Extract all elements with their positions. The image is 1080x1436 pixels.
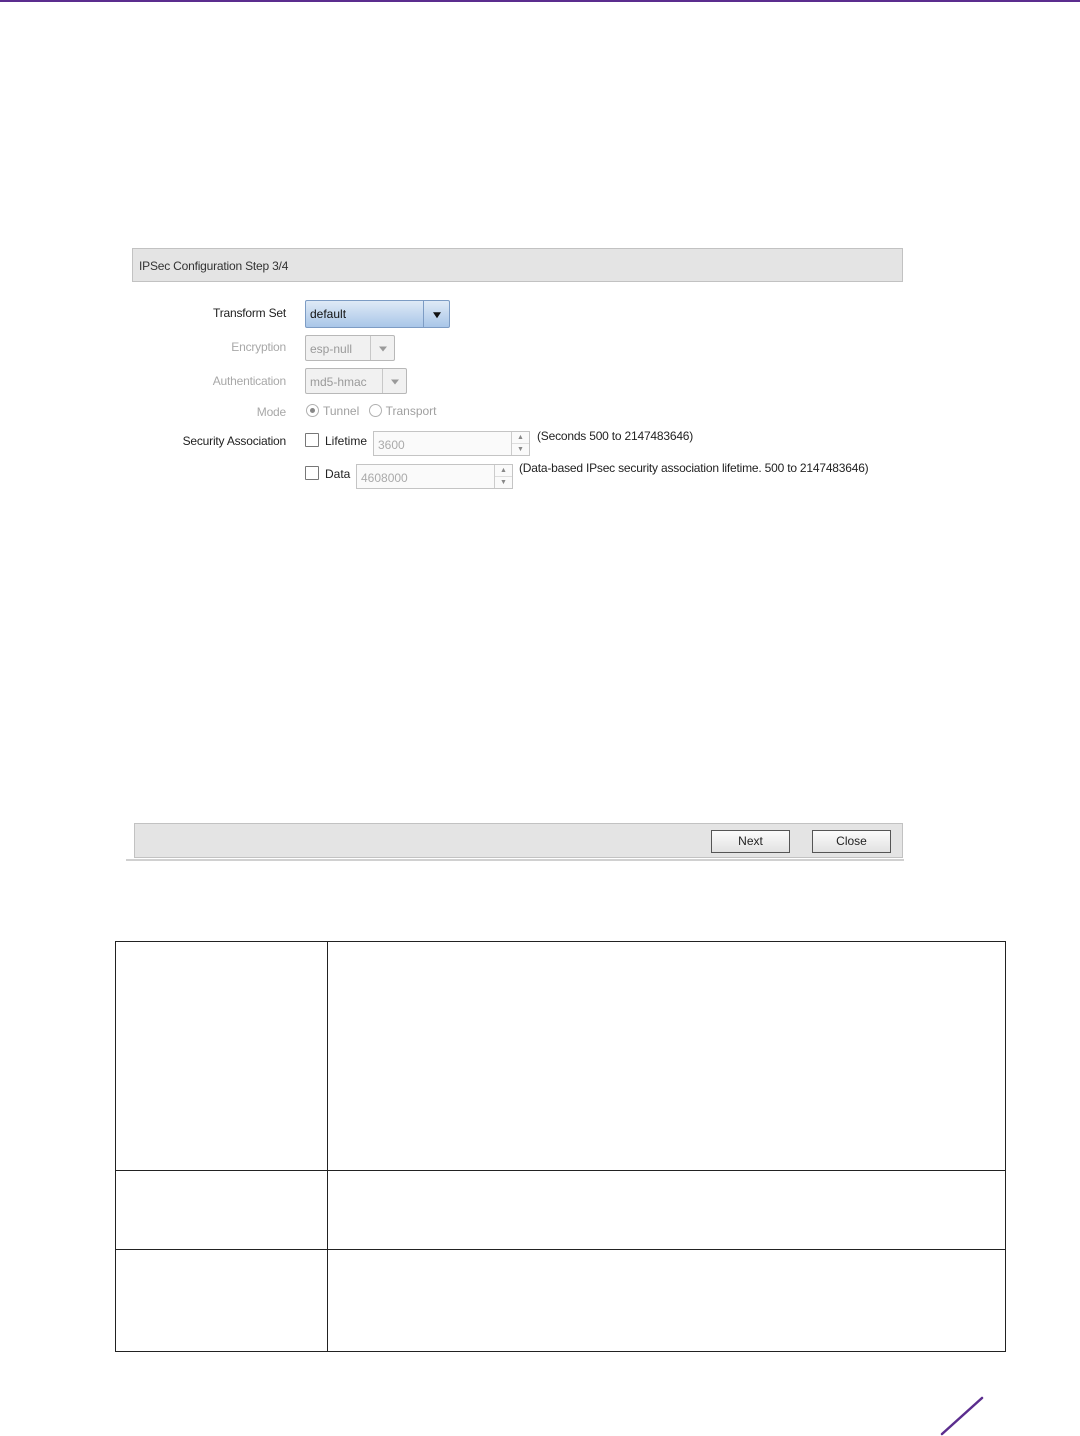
footer-rule bbox=[126, 859, 904, 861]
top-rule bbox=[0, 0, 1080, 2]
table-cell bbox=[328, 942, 1006, 1171]
mode-transport-radio[interactable] bbox=[369, 404, 382, 417]
data-hint: (Data-based IPsec security association lifetime. 500 to 2147483646) bbox=[519, 461, 869, 475]
mode-tunnel-label: Tunnel bbox=[323, 404, 360, 418]
close-button[interactable]: Close bbox=[812, 830, 891, 853]
chevron-down-icon bbox=[391, 380, 399, 385]
spinner-down-icon[interactable]: ▼ bbox=[500, 478, 507, 486]
data-spinner bbox=[494, 465, 512, 488]
transform-set-label: Transform Set bbox=[213, 306, 286, 320]
authentication-label: Authentication bbox=[212, 374, 286, 388]
table-cell bbox=[116, 942, 328, 1171]
lifetime-input[interactable] bbox=[373, 431, 530, 456]
transform-set-select[interactable] bbox=[305, 300, 450, 328]
encryption-value: esp-null bbox=[310, 342, 353, 356]
spinner-down-icon[interactable]: ▼ bbox=[517, 445, 524, 453]
chevron-down-icon bbox=[433, 312, 441, 318]
lifetime-value: 3600 bbox=[378, 438, 405, 452]
lifetime-label: Lifetime bbox=[325, 434, 368, 448]
transform-set-value: default bbox=[310, 307, 347, 321]
spinner-up-icon[interactable]: ▲ bbox=[512, 432, 529, 444]
dialog-header bbox=[132, 248, 903, 282]
table-cell bbox=[328, 1250, 1006, 1352]
lifetime-checkbox[interactable] bbox=[305, 433, 319, 447]
data-label: Data bbox=[325, 467, 351, 481]
encryption-dropdown-button[interactable] bbox=[370, 336, 394, 360]
authentication-select[interactable] bbox=[305, 368, 407, 394]
mode-tunnel-radio[interactable] bbox=[306, 404, 319, 417]
data-input[interactable] bbox=[356, 464, 513, 489]
lifetime-hint: (Seconds 500 to 2147483646) bbox=[537, 429, 694, 443]
next-button[interactable]: Next bbox=[711, 830, 790, 853]
table-cell bbox=[328, 1171, 1006, 1250]
dialog-footer bbox=[134, 823, 903, 858]
table-cell bbox=[116, 1250, 328, 1352]
table-row bbox=[116, 1250, 1006, 1352]
authentication-dropdown-button[interactable] bbox=[382, 369, 406, 393]
spinner-up-icon[interactable]: ▲ bbox=[495, 465, 512, 477]
authentication-value: md5-hmac bbox=[310, 375, 367, 389]
mode-transport-label: Transport bbox=[385, 404, 437, 418]
description-table bbox=[115, 941, 1006, 1352]
table-row bbox=[116, 1171, 1006, 1250]
encryption-select[interactable] bbox=[305, 335, 395, 361]
mode-radio-group bbox=[306, 404, 443, 418]
table-row bbox=[116, 942, 1006, 1171]
data-checkbox[interactable] bbox=[305, 466, 319, 480]
slash-mark-icon bbox=[940, 1396, 984, 1436]
encryption-label: Encryption bbox=[231, 340, 286, 354]
chevron-down-icon bbox=[379, 347, 387, 352]
ipsec-config-dialog bbox=[132, 248, 903, 862]
transform-set-dropdown-button[interactable] bbox=[423, 301, 449, 327]
dialog-title: IPSec Configuration Step 3/4 bbox=[139, 259, 289, 273]
table-cell bbox=[116, 1171, 328, 1250]
security-association-label: Security Association bbox=[182, 434, 286, 448]
lifetime-spinner bbox=[511, 432, 529, 455]
mode-label: Mode bbox=[256, 405, 286, 419]
data-value: 4608000 bbox=[361, 471, 408, 485]
